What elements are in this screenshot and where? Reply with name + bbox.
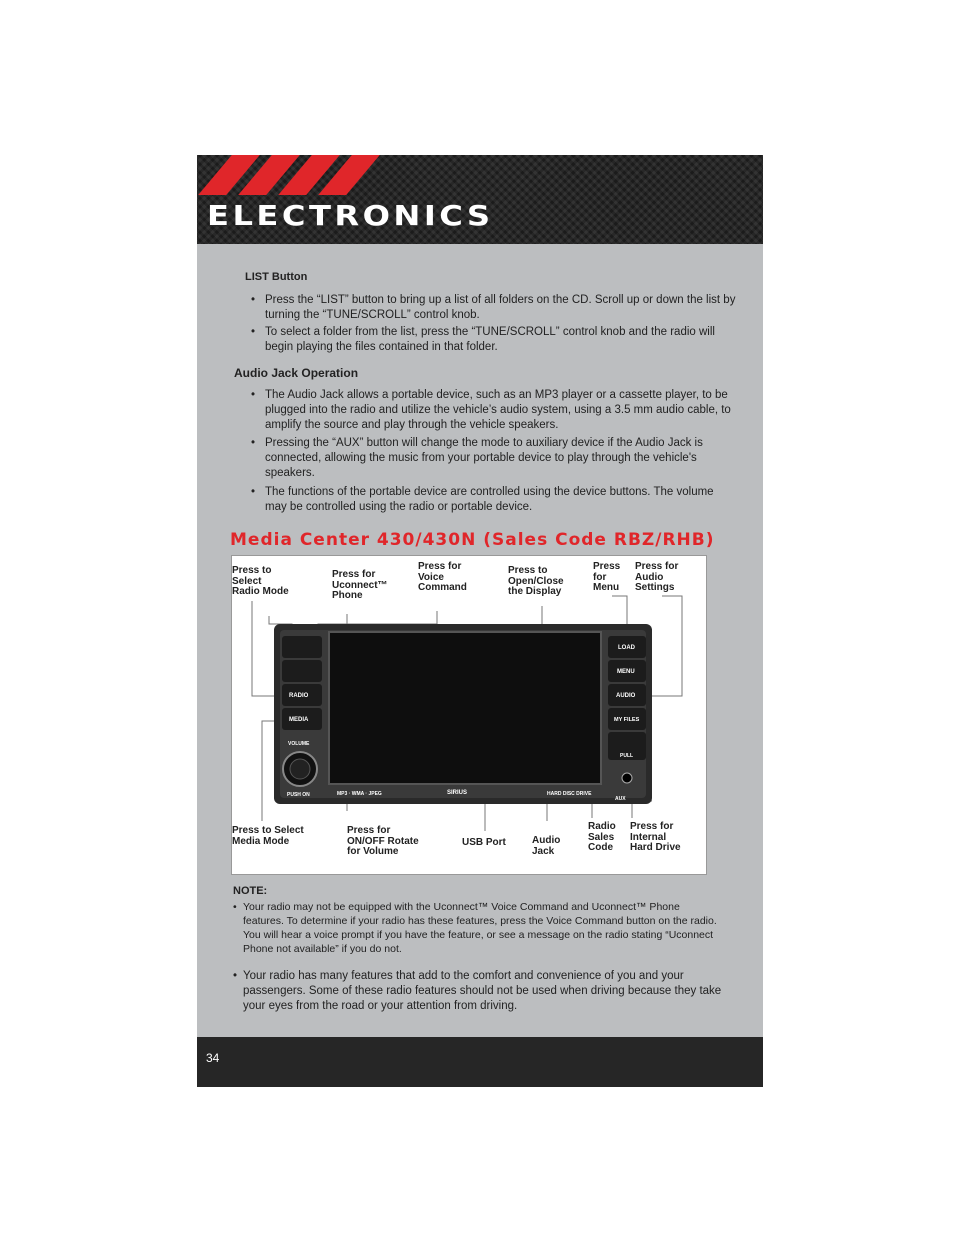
section-title-electronics: ELECTRONICS: [207, 199, 494, 232]
callout-radio-mode: Press to Select Radio Mode: [232, 565, 289, 597]
note-heading: NOTE:: [233, 885, 268, 897]
bullet-dot: •: [251, 486, 256, 498]
media-center-title: Media Center 430/430N (Sales Code RBZ/RHB): [230, 530, 715, 550]
unit-label-audio: AUDIO: [616, 693, 636, 699]
callout-media-mode: Press to Select Media Mode: [232, 825, 304, 847]
callout-volume: Press for ON/OFF Rotate for Volume: [347, 825, 419, 857]
note-text: Your radio has many features that add to the comfort and convenience of you and your passengers. Some of these radio features should not be used when driving because they take your eyes from the road or your attention from driving.: [243, 970, 722, 1012]
manual-page: [197, 155, 763, 1087]
note-text: Your radio may not be equipped with the Uconnect™ Voice Command and Uconnect™ Phone features. To determine if your radio has these features, press the Voice Command button on the radio. You will hear a voice prompt if you have the feature, or see a message on the radio stating “Uconnect Phone not available” if you do not.: [243, 901, 717, 955]
unit-label-menu: MENU: [617, 669, 635, 675]
unit-label-pull: PULL: [620, 753, 634, 759]
unit-label-radio: RADIO: [289, 693, 309, 699]
unit-label-push-on: PUSH ON: [287, 792, 310, 798]
unit-label-volume: VOLUME: [288, 741, 310, 747]
unit-label-aux: AUX: [615, 796, 626, 802]
callout-radio-sales-code: Radio Sales Code: [588, 821, 616, 853]
callout-menu: Press for Menu: [593, 561, 621, 593]
page-number: 34: [206, 1051, 220, 1065]
callout-uconnect-phone: Press for Uconnect™ Phone: [332, 569, 388, 601]
unit-label-load: LOAD: [618, 645, 635, 651]
bullet-text: The Audio Jack allows a portable device, such as an MP3 player or a cassette player, to be plugged into the radio and utilize the vehicle’s audio system, using a 3.5 mm audio cable, to amplify the source and play through the vehicle speakers.: [265, 389, 731, 431]
bullet-dot: •: [251, 389, 256, 401]
bullet-text: To select a folder from the list, press the “TUNE/SCROLL” control knob and the radio will begin playing the files contained in that folder.: [265, 326, 715, 353]
callout-audio-settings: Press for Audio Settings: [635, 561, 679, 593]
bullet-dot: •: [251, 326, 256, 338]
note-item-2: [233, 969, 723, 1014]
bullet-dot: •: [251, 294, 256, 306]
unit-label-media: MEDIA: [289, 717, 309, 723]
callout-voice-command: Press for Voice Command: [418, 561, 467, 593]
callout-open-close-display: Press to Open/Close the Display: [508, 565, 564, 597]
bullet-dot: •: [233, 901, 237, 913]
audio-bullet-2: [251, 436, 737, 481]
radio-diagram: [231, 555, 707, 875]
aux-jack: [622, 773, 632, 783]
bullet-dot: •: [233, 970, 238, 982]
callout-internal-hard-drive: Press for Internal Hard Drive: [630, 821, 681, 853]
callout-usb-port: USB Port: [462, 837, 506, 848]
unit-label-sirius: SIRIUS: [447, 790, 468, 796]
audio-bullet-3: [251, 485, 737, 515]
section-header: [197, 155, 763, 244]
list-bullet-1: [251, 293, 737, 323]
callout-audio-jack: Audio Jack: [532, 835, 561, 857]
list-button-heading: LIST Button: [245, 271, 308, 283]
bullet-dot: •: [251, 437, 256, 449]
phone-button-shape: [282, 660, 322, 682]
voice-button-shape: [282, 636, 322, 658]
unit-label-hdd: HARD DISC DRIVE: [547, 791, 592, 797]
audio-jack-heading: Audio Jack Operation: [234, 366, 359, 380]
list-bullet-2: [251, 325, 737, 355]
unit-label-my-files: MY FILES: [614, 717, 640, 723]
bullet-text: Press the “LIST” button to bring up a list of all folders on the CD. Scroll up or down the list by turning the “TUNE/SCROLL” control knob.: [265, 294, 736, 321]
unit-label-formats: MP3 · WMA · JPEG: [337, 791, 382, 797]
audio-bullet-1: [251, 388, 737, 433]
page-footer: [197, 1037, 763, 1087]
note-item-1: [233, 900, 723, 956]
display-screen: [329, 632, 601, 784]
bullet-text: The functions of the portable device are controlled using the device buttons. The volume may be controlled using the radio or portable device.: [265, 486, 714, 513]
bullet-text: Pressing the “AUX” button will change the mode to auxiliary device if the Audio Jack is connected, allowing the music from your portable device to play through the vehicle's speakers.: [265, 437, 703, 479]
